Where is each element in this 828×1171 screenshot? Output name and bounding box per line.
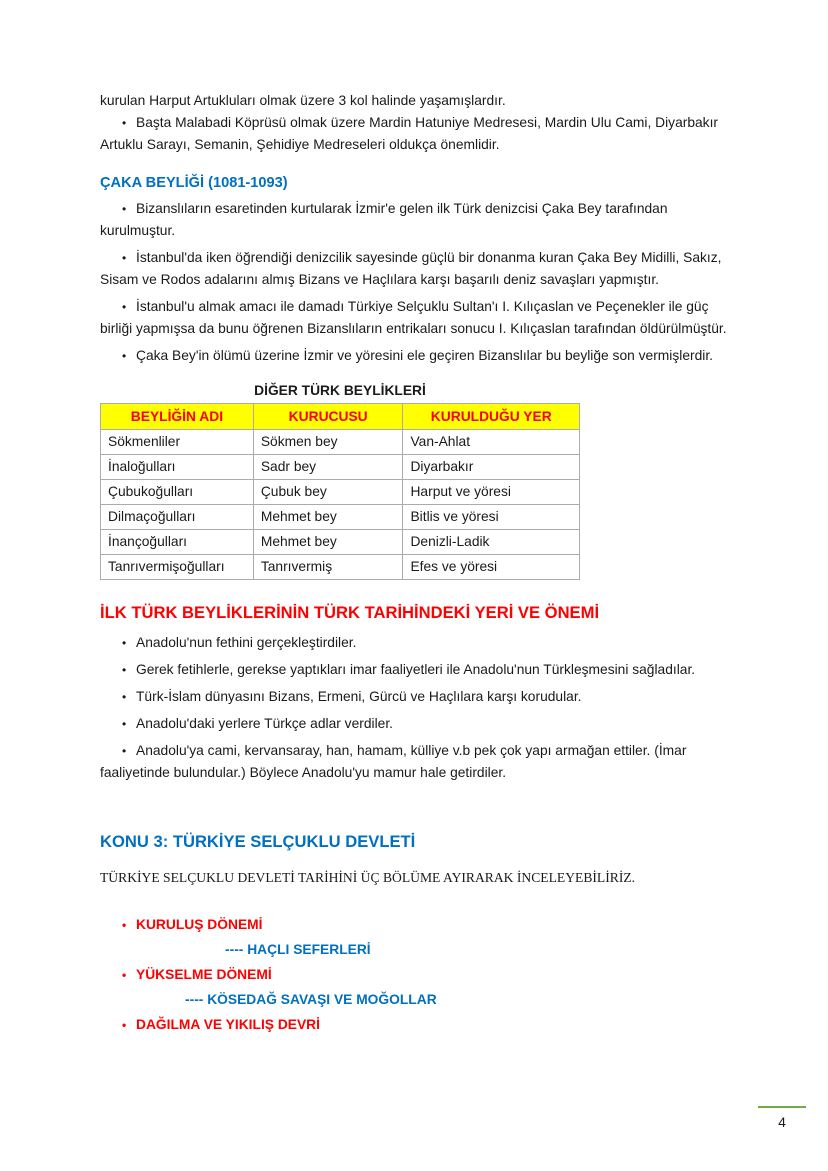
bullet-icon: • — [122, 690, 127, 704]
table-row — [101, 530, 580, 555]
bullet-icon: • — [122, 300, 127, 314]
table-cell: Sökmen bey — [253, 430, 403, 455]
konu3-subtitle: TÜRKİYE SELÇUKLU DEVLETİ TARİHİNİ ÜÇ BÖLÜME AYIRARAK İNCELEYEBİLİRİZ. — [100, 870, 636, 885]
intro-continuation-paragraph: kurulan Harput Artukluları olmak üzere 3 kol halinde yaşamışlardır. — [100, 93, 506, 108]
table-row — [101, 430, 580, 455]
table-row — [101, 455, 580, 480]
table-cell: İnaloğulları — [101, 455, 254, 480]
table-cell: Çubukoğulları — [101, 480, 254, 505]
bullet-text: Bizanslıların esaretinden kurtularak İzmir'e gelen ilk Türk denizcisi Çaka Bey tarafından kurulmuştur. — [100, 201, 668, 238]
konu3-item-label: YÜKSELME DÖNEMİ — [136, 967, 272, 982]
table-header-cell: KURUCUSU — [253, 404, 403, 430]
konu3-item — [100, 914, 732, 936]
beylik-table-section — [100, 380, 580, 580]
table-cell: Dilmaçoğulları — [101, 505, 254, 530]
bullet-item — [100, 713, 732, 735]
bullet-text: Türk-İslam dünyasını Bizans, Ermeni, Gürcü ve Haçlılara karşı korudular. — [136, 689, 582, 704]
table-cell: Mehmet bey — [253, 530, 403, 555]
table-cell: Van-Ahlat — [403, 430, 580, 455]
table-cell: Tanrıvermiş — [253, 555, 403, 580]
table-cell: Harput ve yöresi — [403, 480, 580, 505]
konu3-item-label: KURULUŞ DÖNEMİ — [136, 917, 263, 932]
table-cell: Sökmenliler — [101, 430, 254, 455]
table-cell: İnançoğulları — [101, 530, 254, 555]
table-row — [101, 505, 580, 530]
konu3-item — [100, 1014, 732, 1036]
table-cell: Efes ve yöresi — [403, 555, 580, 580]
bullet-item — [100, 198, 732, 242]
table-title: DİĞER TÜRK BEYLİKLERİ — [254, 383, 426, 398]
table-header-row — [101, 404, 580, 430]
bullet-text: İstanbul'da iken öğrendiği denizcilik sayesinde güçlü bir donanma kuran Çaka Bey Midilli, Sakız, Sisam ve Rodos adalarını almış Bizans ve Haçlılara karşı başarılı deniz savaşları yapmıştır. — [100, 250, 722, 287]
bullet-item — [100, 632, 732, 654]
section-heading-caka: ÇAKA BEYLİĞİ (1081-1093) — [100, 175, 288, 191]
bullet-text: Çaka Bey'in ölümü üzerine İzmir ve yöresini ele geçiren Bizanslılar bu beyliğe son vermişlerdir. — [136, 348, 713, 363]
table-cell: Sadr bey — [253, 455, 403, 480]
bullet-text: İstanbul'u almak amacı ile damadı Türkiye Selçuklu Sultan'ı I. Kılıçaslan ve Peçenekler ile güç birliği yapmışsa da bunu öğrenen Bizanslıların entrikaları sonucu I. Kılıçaslan tarafından öldürülmüştür. — [100, 299, 727, 336]
bullet-icon: • — [122, 251, 127, 265]
bullet-text: Anadolu'daki yerlere Türkçe adlar verdiler. — [136, 716, 393, 731]
content-area — [100, 90, 732, 1039]
konu3-subitem: ---- HAÇLI SEFERLERİ — [225, 942, 371, 957]
bullet-icon: • — [122, 717, 127, 731]
bullet-text: Başta Malabadi Köprüsü olmak üzere Mardin Hatuniye Medresesi, Mardin Ulu Cami, Diyarbakır Artuklu Sarayı, Semanin, Şehidiye Medreseleri oldukça önemlidir. — [100, 115, 719, 152]
bullet-icon: • — [122, 663, 127, 677]
konu3-list — [100, 914, 732, 1036]
konu3-subitem: ---- KÖSEDAĞ SAVAŞI VE MOĞOLLAR — [185, 992, 437, 1007]
konu3-item — [100, 964, 732, 986]
bullet-icon: • — [122, 744, 127, 758]
bullet-icon: • — [122, 116, 127, 130]
table-header-cell: BEYLİĞİN ADI — [101, 404, 254, 430]
table-header-cell: KURULDUĞU YER — [403, 404, 580, 430]
bullet-icon: • — [122, 636, 127, 650]
beylik-table — [100, 403, 580, 580]
bullet-item — [100, 247, 732, 291]
bullet-icon: • — [122, 968, 127, 982]
table-cell: Diyarbakır — [403, 455, 580, 480]
bullet-item — [100, 740, 732, 784]
footer-divider-line — [758, 1106, 806, 1108]
bullet-icon: • — [122, 918, 127, 932]
page-footer — [758, 1106, 806, 1133]
table-row — [101, 555, 580, 580]
konu3-item-label: DAĞILMA VE YIKILIŞ DEVRİ — [136, 1017, 320, 1032]
bullet-icon: • — [122, 202, 127, 216]
table-row — [101, 480, 580, 505]
bullet-item — [100, 659, 732, 681]
table-cell: Bitlis ve yöresi — [403, 505, 580, 530]
bullet-text: Anadolu'ya cami, kervansaray, han, hamam, külliye v.b pek çok yapı armağan ettiler. (İmar faaliyetinde bulundular.) Böylece Anadolu'yu mamur hale getirdiler. — [100, 743, 687, 780]
table-cell: Mehmet bey — [253, 505, 403, 530]
section-heading-konu3: KONU 3: TÜRKİYE SELÇUKLU DEVLETİ — [100, 832, 416, 851]
bullet-item — [100, 345, 732, 367]
table-cell: Çubuk bey — [253, 480, 403, 505]
bullet-item — [100, 112, 732, 156]
table-cell: Tanrıvermişoğulları — [101, 555, 254, 580]
bullet-item — [100, 686, 732, 708]
bullet-text: Gerek fetihlerle, gerekse yaptıkları imar faaliyetleri ile Anadolu'nun Türkleşmesini sağladılar. — [136, 662, 696, 677]
table-cell: Denizli-Ladik — [403, 530, 580, 555]
bullet-item — [100, 296, 732, 340]
bullet-text: Anadolu'nun fethini gerçekleştirdiler. — [136, 635, 357, 650]
page-number: 4 — [778, 1114, 786, 1130]
bullet-icon: • — [122, 1018, 127, 1032]
section-heading-importance: İLK TÜRK BEYLİKLERİNİN TÜRK TARİHİNDEKİ YERİ VE ÖNEMİ — [100, 603, 600, 622]
bullet-icon: • — [122, 349, 127, 363]
